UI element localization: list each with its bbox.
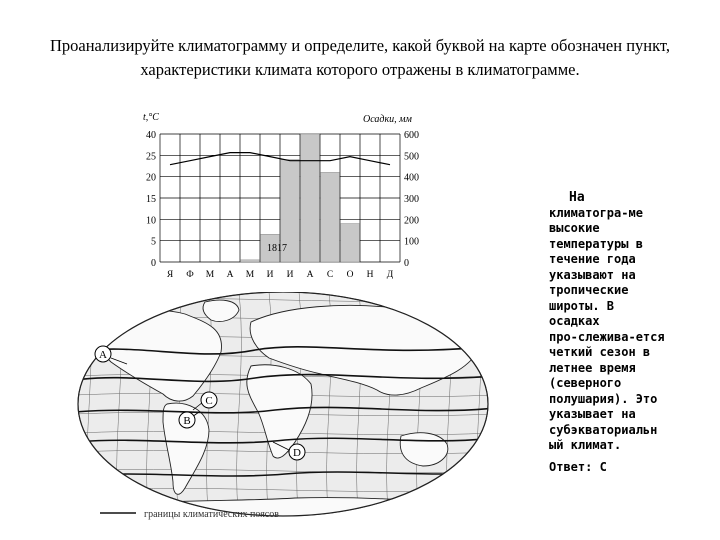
month-tick-label: Ф (186, 270, 194, 280)
y-left-tick-label: 25 (146, 151, 156, 163)
answer-line: субэкваториальн (549, 422, 658, 437)
answer-line: указывает на (549, 407, 636, 421)
climatogram-chart (125, 110, 425, 290)
answer-final: Ответ: C (549, 459, 607, 474)
month-tick-label: И (266, 270, 274, 280)
answer-block (549, 190, 691, 475)
answer-line: течение года (549, 252, 636, 266)
y-right-tick-label: 0 (404, 258, 409, 269)
y-left-tick-label: 5 (151, 236, 156, 248)
month-tick-label: И (286, 270, 294, 280)
answer-line: тропические (549, 283, 629, 297)
y-right-tick-label: 300 (404, 194, 419, 205)
month-tick-label: М (245, 270, 255, 280)
answer-text (549, 206, 691, 454)
answer-line: четкий сезон в (549, 345, 651, 359)
answer-line: температуры в (549, 236, 643, 251)
answer-heading: На (569, 190, 585, 205)
y-right-tick-label: 600 (404, 130, 419, 141)
answer-line: про-слежива-ется (549, 329, 665, 344)
month-tick-label: А (226, 270, 234, 280)
map-marker-label: A (99, 349, 107, 361)
y-right-tick-label: 200 (404, 215, 419, 227)
y-left-tick-label: 15 (146, 194, 156, 205)
answer-line: высокие (549, 221, 600, 235)
precipitation-bar (241, 260, 260, 262)
precipitation-bar (321, 172, 340, 262)
y-left-tick-label: 40 (146, 130, 156, 141)
legend-text: границы климатических поясов (144, 509, 279, 520)
answer-line: осадках (549, 314, 600, 328)
precipitation-bar (301, 134, 320, 262)
answer-line: климатогра-ме (549, 205, 643, 220)
answer-line: летнее время (549, 360, 636, 375)
y-left-tick-label: 20 (146, 172, 156, 184)
month-tick-label: О (346, 270, 354, 280)
y-right-tick-label: 400 (404, 172, 419, 184)
y-left-axis-label: t,°C (143, 112, 159, 123)
page-title: Проанализируйте климатограмму и определите, какой буквой на карте обозначен пункт, характеристики климата которого отражены в климатограмме. (49, 36, 671, 79)
month-tick-label: Н (366, 270, 374, 280)
answer-line: широты. В (549, 298, 615, 313)
month-tick-label: Я (166, 270, 174, 280)
precipitation-bar (341, 224, 360, 262)
answer-line: полушария). Это (549, 391, 658, 406)
month-tick-label: А (306, 270, 314, 280)
answer-line: ый климат. (549, 438, 622, 452)
month-tick-label: Д (386, 270, 394, 280)
chart-annotation: 1817 (267, 243, 287, 254)
y-right-axis-label: Осадки, мм (363, 114, 412, 125)
y-right-tick-label: 500 (404, 151, 419, 163)
answer-line: (северного (549, 376, 622, 390)
month-tick-label: С (326, 270, 334, 280)
world-climate-map (75, 292, 495, 524)
y-left-tick-label: 0 (151, 258, 156, 269)
map-legend (100, 505, 380, 521)
map-marker-label: D (293, 447, 301, 459)
map-marker-label: B (183, 415, 191, 427)
y-left-tick-label: 10 (146, 215, 156, 227)
y-right-tick-label: 100 (404, 236, 419, 248)
answer-line: указывают на (549, 267, 636, 282)
map-marker-label: C (205, 395, 213, 407)
month-tick-label: М (205, 270, 215, 280)
